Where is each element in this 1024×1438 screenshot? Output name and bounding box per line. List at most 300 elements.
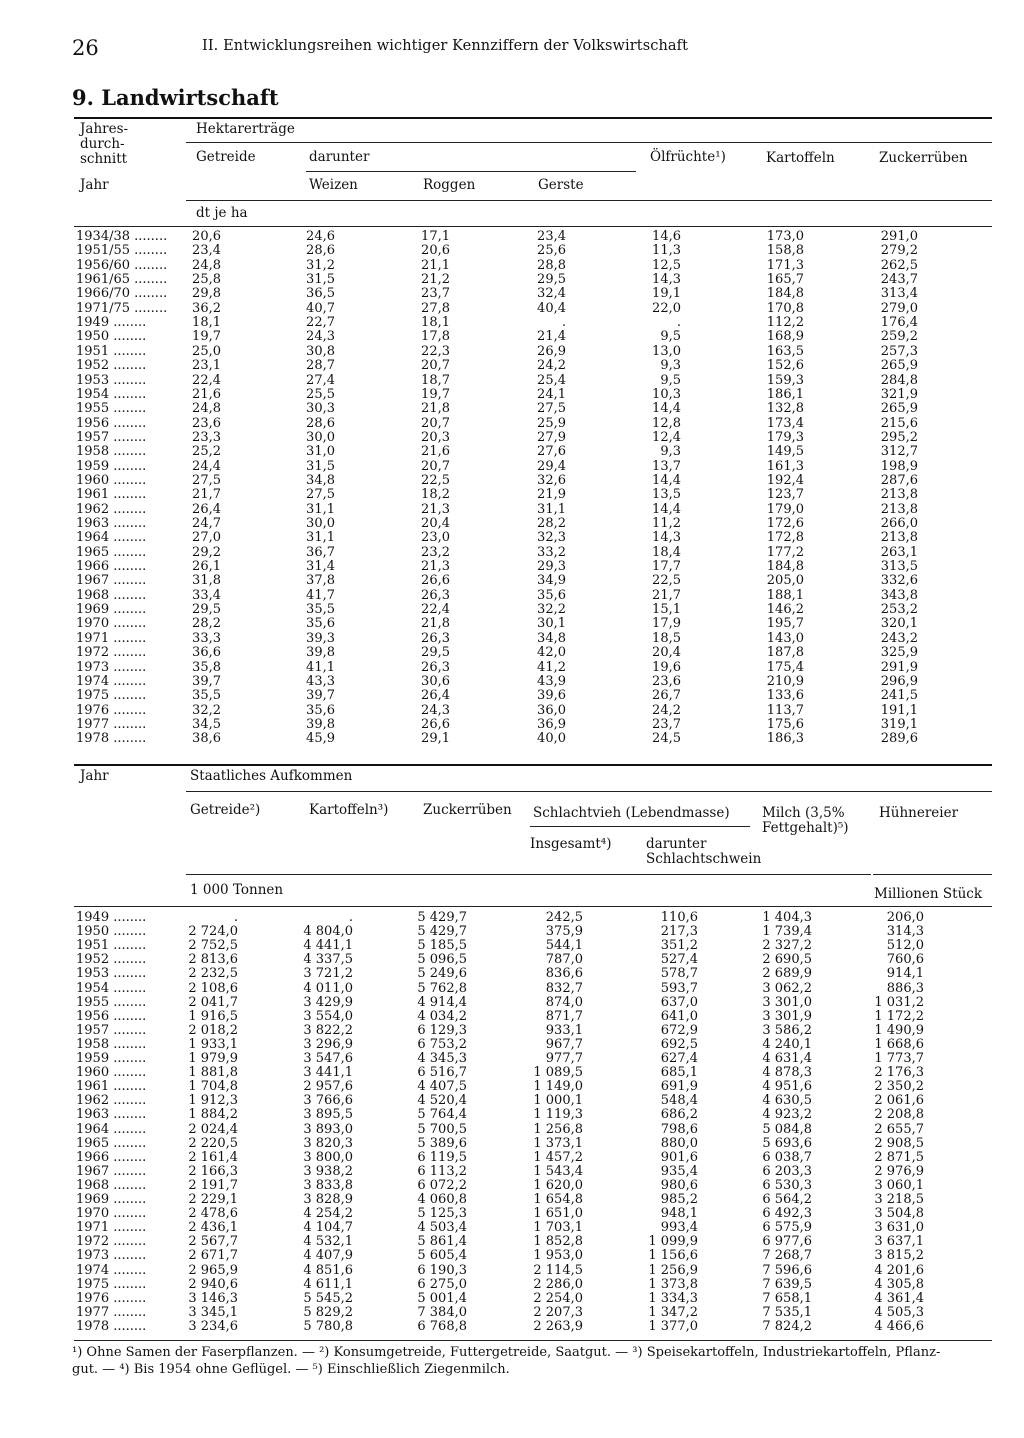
row-label: 1955 ........ bbox=[76, 994, 147, 1010]
table1-col-kartoffeln: Kartoffeln bbox=[766, 150, 835, 166]
row-label: 1959 ........ bbox=[76, 458, 147, 474]
row-label: 1967 ........ bbox=[76, 573, 147, 589]
table-cell: 5 125,3 bbox=[417, 1206, 467, 1222]
table-cell: 36,6 bbox=[192, 645, 221, 661]
table-cell: 24,4 bbox=[192, 458, 221, 474]
table-cell: 5 545,2 bbox=[303, 1290, 353, 1306]
table-cell: 2 207,3 bbox=[533, 1304, 583, 1320]
table-cell: 34,8 bbox=[306, 472, 335, 488]
table-cell: 29,2 bbox=[192, 544, 221, 560]
table2-bottom-rule bbox=[74, 1340, 992, 1341]
table-cell: 21,6 bbox=[421, 444, 450, 460]
table-cell: 1 172,2 bbox=[874, 1008, 924, 1024]
table-cell: 548,4 bbox=[660, 1093, 698, 1109]
table-cell: 544,1 bbox=[545, 938, 583, 954]
table-cell: 17,7 bbox=[652, 559, 681, 575]
table-cell: 4 923,2 bbox=[762, 1107, 812, 1123]
table-cell: 187,8 bbox=[766, 645, 804, 661]
row-label: 1950 ........ bbox=[76, 329, 147, 345]
table-cell: 375,9 bbox=[545, 924, 583, 940]
table-cell: . bbox=[233, 910, 238, 925]
table-cell: 29,5 bbox=[192, 602, 221, 618]
table-cell: 175,6 bbox=[766, 716, 804, 732]
row-label: 1971/75 ........ bbox=[76, 300, 168, 316]
table-cell: 279,0 bbox=[880, 300, 918, 316]
table-cell: 18,1 bbox=[192, 315, 221, 331]
row-label: 1972 ........ bbox=[76, 1234, 147, 1250]
table-cell: 23,2 bbox=[421, 544, 450, 560]
leader-dots: ........ bbox=[130, 272, 168, 288]
table-cell: 110,6 bbox=[660, 910, 698, 925]
table-cell: 1 703,1 bbox=[533, 1220, 583, 1236]
leader-dots: ........ bbox=[109, 444, 147, 460]
table-cell: 40,4 bbox=[537, 300, 566, 316]
table-cell: 24,7 bbox=[192, 516, 221, 531]
table-cell: 29,1 bbox=[421, 731, 450, 747]
table-cell: 26,4 bbox=[421, 688, 450, 704]
leader-dots: ........ bbox=[109, 329, 147, 345]
table-cell: 3 504,8 bbox=[874, 1206, 924, 1222]
table-cell: 23,6 bbox=[652, 673, 681, 689]
table-cell: 184,8 bbox=[766, 559, 804, 575]
leader-dots: ........ bbox=[109, 1304, 147, 1320]
table-cell: 993,4 bbox=[660, 1220, 698, 1236]
table-cell: 17,9 bbox=[652, 616, 681, 632]
table-cell: 25,0 bbox=[192, 343, 221, 359]
table-cell: 19,7 bbox=[421, 386, 450, 402]
table-cell: 3 586,2 bbox=[762, 1022, 812, 1038]
table-cell: 35,6 bbox=[537, 587, 566, 603]
table-cell: 27,5 bbox=[306, 487, 335, 503]
table-cell: 263,1 bbox=[880, 544, 918, 560]
table-cell: 41,7 bbox=[306, 587, 335, 603]
table-cell: 215,6 bbox=[880, 415, 918, 431]
page-number: 26 bbox=[72, 36, 99, 60]
table-cell: 132,8 bbox=[766, 401, 804, 417]
table-cell: 32,2 bbox=[192, 702, 221, 718]
table-cell: 3 429,9 bbox=[303, 994, 353, 1010]
table-cell: 4 060,8 bbox=[417, 1192, 467, 1207]
table2-col-milch: Milch (3,5% Fettgehalt)⁵) bbox=[762, 805, 849, 836]
table-cell: 291,0 bbox=[880, 229, 918, 244]
table-cell: 31,1 bbox=[306, 530, 335, 546]
table-cell: 312,7 bbox=[880, 444, 918, 460]
table-cell: 1 881,8 bbox=[188, 1065, 238, 1081]
table-cell: 165,7 bbox=[766, 272, 804, 288]
table-cell: 1 668,6 bbox=[874, 1036, 924, 1052]
row-label: 1950 ........ bbox=[76, 924, 147, 940]
table-cell: 3 893,0 bbox=[303, 1121, 353, 1137]
table-cell: 14,6 bbox=[652, 229, 681, 244]
table-cell: 3 833,8 bbox=[303, 1177, 353, 1193]
table-cell: 4 104,7 bbox=[303, 1220, 353, 1236]
table2-col-kartoffeln: Kartoffeln³) bbox=[309, 802, 389, 818]
table-cell: 691,9 bbox=[660, 1079, 698, 1095]
table-cell: 6 113,2 bbox=[417, 1163, 467, 1179]
table-cell: 4 851,6 bbox=[303, 1262, 353, 1278]
table-cell: 1 773,7 bbox=[874, 1051, 924, 1066]
table-cell: 35,6 bbox=[306, 616, 335, 632]
leader-dots: ........ bbox=[109, 938, 147, 954]
table-cell: . bbox=[676, 315, 681, 331]
table-cell: 3 637,1 bbox=[874, 1234, 924, 1250]
footnote-line-1: ¹) Ohne Samen der Faserpflanzen. — ²) Konsumgetreide, Futtergetreide, Saatgut. — ³) Speisekartoffeln, Industriekartoffeln, Pflanz- bbox=[72, 1345, 941, 1360]
table-cell: 5 389,6 bbox=[417, 1135, 467, 1151]
table-cell: 30,0 bbox=[306, 429, 335, 445]
table-cell: 7 384,0 bbox=[417, 1304, 467, 1320]
table-cell: 1 256,9 bbox=[648, 1262, 698, 1278]
table-cell: 13,7 bbox=[652, 458, 681, 474]
table-cell: 27,4 bbox=[306, 372, 335, 388]
table1-col-zuckerrueben: Zuckerrüben bbox=[879, 150, 968, 166]
table-cell: 179,0 bbox=[766, 501, 804, 517]
table-cell: 343,8 bbox=[880, 587, 918, 603]
table-cell: 935,4 bbox=[660, 1163, 698, 1179]
row-label: 1964 ........ bbox=[76, 530, 147, 546]
leader-dots: ........ bbox=[109, 731, 147, 747]
table1-darunter-rule bbox=[306, 171, 636, 172]
table-cell: 3 554,0 bbox=[303, 1008, 353, 1024]
table-cell: 26,3 bbox=[421, 630, 450, 646]
table-cell: 6 492,3 bbox=[762, 1206, 812, 1222]
row-label: 1962 ........ bbox=[76, 1093, 147, 1109]
leader-dots: ........ bbox=[109, 487, 147, 503]
table-cell: 30,6 bbox=[421, 673, 450, 689]
table-cell: 24,3 bbox=[306, 329, 335, 345]
row-label: 1971 ........ bbox=[76, 1220, 147, 1236]
table-cell: 901,6 bbox=[660, 1149, 698, 1165]
table-cell: 265,9 bbox=[880, 358, 918, 374]
table-cell: 6 768,8 bbox=[417, 1318, 467, 1334]
table-cell: 2 208,8 bbox=[874, 1107, 924, 1123]
table-cell: 1 099,9 bbox=[648, 1234, 698, 1250]
table-cell: 198,9 bbox=[880, 458, 918, 474]
row-label: 1951/55 ........ bbox=[76, 243, 168, 259]
table-cell: 1 884,2 bbox=[188, 1107, 238, 1123]
table-cell: 25,8 bbox=[192, 272, 221, 288]
table-cell: 3 828,9 bbox=[303, 1192, 353, 1207]
table-cell: 1 377,0 bbox=[648, 1318, 698, 1334]
table-cell: 158,8 bbox=[766, 243, 804, 259]
table-cell: 31,1 bbox=[537, 501, 566, 517]
table-cell: 10,3 bbox=[652, 386, 681, 402]
table-cell: 4 804,0 bbox=[303, 924, 353, 940]
table-cell: 4 254,2 bbox=[303, 1206, 353, 1222]
table-cell: 627,4 bbox=[660, 1051, 698, 1066]
table-cell: 313,5 bbox=[880, 559, 918, 575]
table-cell: 20,4 bbox=[652, 645, 681, 661]
table-cell: 186,3 bbox=[766, 731, 804, 747]
table-cell: 1 490,9 bbox=[874, 1022, 924, 1038]
table-cell: 18,7 bbox=[421, 372, 450, 388]
table-cell: 325,9 bbox=[880, 645, 918, 661]
table-cell: 266,0 bbox=[880, 516, 918, 531]
table-cell: 641,0 bbox=[660, 1008, 698, 1024]
table-cell: 30,8 bbox=[306, 343, 335, 359]
table1-unit: dt je ha bbox=[196, 205, 248, 221]
table-cell: 191,1 bbox=[880, 702, 918, 718]
table1-group-header: Hektarerträge bbox=[196, 121, 295, 137]
table-cell: 4 034,2 bbox=[417, 1008, 467, 1024]
leader-dots: ........ bbox=[109, 1022, 147, 1038]
table-cell: 23,0 bbox=[421, 530, 450, 546]
row-label: 1958 ........ bbox=[76, 1036, 147, 1052]
table-cell: 7 639,5 bbox=[762, 1276, 812, 1292]
leader-dots: ........ bbox=[109, 1121, 147, 1137]
row-label: 1968 ........ bbox=[76, 1177, 147, 1193]
table1-stub-header: Jahres- durch- schnitt bbox=[80, 121, 129, 167]
table-cell: 279,2 bbox=[880, 243, 918, 259]
table-cell: 33,4 bbox=[192, 587, 221, 603]
table-cell: 21,8 bbox=[421, 616, 450, 632]
row-label: 1964 ........ bbox=[76, 1121, 147, 1137]
table-cell: 4 240,1 bbox=[762, 1036, 812, 1052]
table-cell: 19,7 bbox=[192, 329, 221, 345]
table-cell: 133,6 bbox=[766, 688, 804, 704]
table-cell: 25,2 bbox=[192, 444, 221, 460]
table-cell: 159,3 bbox=[766, 372, 804, 388]
table-cell: 32,2 bbox=[537, 602, 566, 618]
table-cell: 23,3 bbox=[192, 429, 221, 445]
leader-dots: ........ bbox=[109, 1262, 147, 1278]
table-cell: 14,4 bbox=[652, 401, 681, 417]
table1-body-rule bbox=[74, 226, 992, 227]
table-cell: 787,0 bbox=[545, 952, 583, 968]
table-cell: 2 263,9 bbox=[533, 1318, 583, 1334]
table-cell: 21,9 bbox=[537, 487, 566, 503]
table-cell: 22,4 bbox=[192, 372, 221, 388]
table-cell: 6 575,9 bbox=[762, 1220, 812, 1236]
row-label: 1954 ........ bbox=[76, 980, 147, 996]
leader-dots: ........ bbox=[109, 559, 147, 575]
table-cell: 1 000,1 bbox=[533, 1093, 583, 1109]
table-cell: 32,4 bbox=[537, 286, 566, 302]
table-cell: 2 671,7 bbox=[188, 1248, 238, 1264]
row-label: 1965 ........ bbox=[76, 544, 147, 560]
table-cell: 3 895,5 bbox=[303, 1107, 353, 1123]
table-cell: 3 721,2 bbox=[303, 966, 353, 982]
table-cell: 24,8 bbox=[192, 257, 221, 273]
row-label: 1957 ........ bbox=[76, 1022, 147, 1038]
table-cell: 977,7 bbox=[545, 1051, 583, 1066]
table-cell: 22,4 bbox=[421, 602, 450, 618]
table-cell: 31,2 bbox=[306, 257, 335, 273]
table-cell: 21,8 bbox=[421, 401, 450, 417]
row-label: 1953 ........ bbox=[76, 372, 147, 388]
table-cell: 3 296,9 bbox=[303, 1036, 353, 1052]
table-cell: 6 203,3 bbox=[762, 1163, 812, 1179]
leader-dots: ........ bbox=[109, 688, 147, 704]
leader-dots: ........ bbox=[109, 1008, 147, 1024]
table-cell: 262,5 bbox=[880, 257, 918, 273]
row-label: 1955 ........ bbox=[76, 401, 147, 417]
row-label: 1968 ........ bbox=[76, 587, 147, 603]
table-cell: 3 234,6 bbox=[188, 1318, 238, 1334]
table-cell: 836,6 bbox=[545, 966, 583, 982]
table-cell: 43,3 bbox=[306, 673, 335, 689]
table-cell: 7 535,1 bbox=[762, 1304, 812, 1320]
table-cell: 28,6 bbox=[306, 243, 335, 259]
table-cell: 6 516,7 bbox=[417, 1065, 467, 1081]
table2-top-rule bbox=[74, 764, 992, 766]
table-cell: 213,8 bbox=[880, 530, 918, 546]
table-cell: 2 061,6 bbox=[874, 1093, 924, 1109]
table-cell: 4 201,6 bbox=[874, 1262, 924, 1278]
table-cell: 3 218,5 bbox=[874, 1192, 924, 1207]
table-cell: 33,3 bbox=[192, 630, 221, 646]
leader-dots: ........ bbox=[109, 1234, 147, 1250]
row-label: 1973 ........ bbox=[76, 659, 147, 675]
table2-unit-right: Millionen Stück bbox=[874, 886, 982, 902]
table-cell: 21,3 bbox=[421, 559, 450, 575]
table-cell: 24,8 bbox=[192, 401, 221, 417]
table-cell: 179,3 bbox=[766, 429, 804, 445]
table-cell: 242,5 bbox=[545, 910, 583, 925]
table-cell: 6 038,7 bbox=[762, 1149, 812, 1165]
table-cell: 2 018,2 bbox=[188, 1022, 238, 1038]
leader-dots: ........ bbox=[109, 1036, 147, 1052]
row-label: 1966 ........ bbox=[76, 1149, 147, 1165]
table-cell: 42,0 bbox=[537, 645, 566, 661]
table-cell: 1 654,8 bbox=[533, 1192, 583, 1207]
table-cell: 2 436,1 bbox=[188, 1220, 238, 1236]
row-label: 1949 ........ bbox=[76, 910, 147, 925]
table-cell: 3 301,9 bbox=[762, 1008, 812, 1024]
table-cell: 2 871,5 bbox=[874, 1149, 924, 1165]
table-cell: 34,9 bbox=[537, 573, 566, 589]
table-cell: 24,2 bbox=[652, 702, 681, 718]
table-cell: 4 631,4 bbox=[762, 1051, 812, 1066]
table-cell: 6 190,3 bbox=[417, 1262, 467, 1278]
table-cell: 31,4 bbox=[306, 559, 335, 575]
table-cell: 30,0 bbox=[306, 516, 335, 531]
row-label: 1975 ........ bbox=[76, 1276, 147, 1292]
table1-col-oelfruechte: Ölfrüchte¹) bbox=[650, 149, 726, 165]
table-cell: 3 547,6 bbox=[303, 1051, 353, 1066]
row-label: 1975 ........ bbox=[76, 688, 147, 704]
table-cell: 20,4 bbox=[421, 516, 450, 531]
table-cell: 12,4 bbox=[652, 429, 681, 445]
row-label: 1978 ........ bbox=[76, 731, 147, 747]
table-cell: 5 096,5 bbox=[417, 952, 467, 968]
table2-unit-left: 1 000 Tonnen bbox=[190, 882, 284, 898]
row-label: 1952 ........ bbox=[76, 358, 147, 374]
table-cell: 4 532,1 bbox=[303, 1234, 353, 1250]
table-cell: 40,7 bbox=[306, 300, 335, 316]
table-cell: 871,7 bbox=[545, 1008, 583, 1024]
table-cell: 27,6 bbox=[537, 444, 566, 460]
table-cell: 4 011,0 bbox=[303, 980, 353, 996]
table-cell: 2 350,2 bbox=[874, 1079, 924, 1095]
table-cell: 18,4 bbox=[652, 544, 681, 560]
table1-header-rule bbox=[186, 200, 992, 201]
row-label: 1976 ........ bbox=[76, 702, 147, 718]
table-cell: 14,3 bbox=[652, 530, 681, 546]
leader-dots: ........ bbox=[109, 1149, 147, 1165]
table-cell: 27,0 bbox=[192, 530, 221, 546]
table-cell: 36,0 bbox=[537, 702, 566, 718]
leader-dots: ........ bbox=[109, 910, 147, 925]
table-cell: 21,6 bbox=[192, 386, 221, 402]
table-cell: 175,4 bbox=[766, 659, 804, 675]
table-cell: 685,1 bbox=[660, 1065, 698, 1081]
footnote-line-2: gut. — ⁴) Bis 1954 ohne Geflügel. — ⁵) Einschließlich Ziegenmilch. bbox=[72, 1362, 510, 1377]
row-label: 1961/65 ........ bbox=[76, 272, 168, 288]
table-cell: 39,6 bbox=[537, 688, 566, 704]
table-cell: 29,8 bbox=[192, 286, 221, 302]
table-cell: 26,4 bbox=[192, 501, 221, 517]
row-label: 1963 ........ bbox=[76, 516, 147, 531]
table-cell: 23,1 bbox=[192, 358, 221, 374]
table-cell: 4 914,4 bbox=[417, 994, 467, 1010]
table-cell: 4 951,6 bbox=[762, 1079, 812, 1095]
table-cell: 760,6 bbox=[886, 952, 924, 968]
table1-col-weizen: Weizen bbox=[309, 177, 358, 193]
table-cell: 2 041,7 bbox=[188, 994, 238, 1010]
table-cell: 2 114,5 bbox=[533, 1262, 583, 1278]
running-title: II. Entwicklungsreihen wichtiger Kennziffern der Volkswirtschaft bbox=[202, 38, 689, 54]
table-cell: 25,4 bbox=[537, 372, 566, 388]
table-cell: 41,1 bbox=[306, 659, 335, 675]
table-cell: 9,5 bbox=[660, 329, 681, 345]
table-cell: 173,0 bbox=[766, 229, 804, 244]
table-cell: 314,3 bbox=[886, 924, 924, 940]
table-cell: 637,0 bbox=[660, 994, 698, 1010]
table-cell: 593,7 bbox=[660, 980, 698, 996]
table-cell: 28,2 bbox=[192, 616, 221, 632]
table-cell: 35,8 bbox=[192, 659, 221, 675]
leader-dots: ........ bbox=[109, 401, 147, 417]
table-cell: 24,6 bbox=[306, 229, 335, 244]
table-cell: 4 337,5 bbox=[303, 952, 353, 968]
table-cell: 1 373,1 bbox=[533, 1135, 583, 1151]
table2-header-rule-right bbox=[873, 874, 992, 875]
table-cell: 184,8 bbox=[766, 286, 804, 302]
table-cell: 2 957,6 bbox=[303, 1079, 353, 1095]
table-cell: 3 060,1 bbox=[874, 1177, 924, 1193]
table-cell: 4 505,3 bbox=[874, 1304, 924, 1320]
table-cell: 832,7 bbox=[545, 980, 583, 996]
row-label: 1957 ........ bbox=[76, 429, 147, 445]
table-cell: 527,4 bbox=[660, 952, 698, 968]
table-cell: 2 254,0 bbox=[533, 1290, 583, 1306]
table2-header-rule-left bbox=[186, 874, 871, 875]
table-cell: 13,5 bbox=[652, 487, 681, 503]
leader-dots: ........ bbox=[109, 386, 147, 402]
table-cell: 29,5 bbox=[537, 272, 566, 288]
table-cell: 5 861,4 bbox=[417, 1234, 467, 1250]
table-cell: 1 334,3 bbox=[648, 1290, 698, 1306]
leader-dots: ........ bbox=[109, 1093, 147, 1109]
table-cell: 6 119,5 bbox=[417, 1149, 467, 1165]
row-label: 1951 ........ bbox=[76, 938, 147, 954]
table-cell: 2 229,1 bbox=[188, 1192, 238, 1207]
table-cell: 3 146,3 bbox=[188, 1290, 238, 1306]
table-cell: 241,5 bbox=[880, 688, 918, 704]
table-cell: 27,5 bbox=[537, 401, 566, 417]
table-cell: 289,6 bbox=[880, 731, 918, 747]
table2-col-zuckerrueben: Zuckerrüben bbox=[423, 802, 512, 818]
table1-col-getreide: Getreide bbox=[196, 149, 256, 165]
table-cell: 27,5 bbox=[192, 472, 221, 488]
leader-dots: ........ bbox=[109, 616, 147, 632]
table-cell: 24,2 bbox=[537, 358, 566, 374]
table-cell: 20,7 bbox=[421, 415, 450, 431]
table-cell: 2 813,6 bbox=[188, 952, 238, 968]
table-cell: 6 977,6 bbox=[762, 1234, 812, 1250]
leader-dots: ........ bbox=[109, 980, 147, 996]
row-label: 1954 ........ bbox=[76, 386, 147, 402]
